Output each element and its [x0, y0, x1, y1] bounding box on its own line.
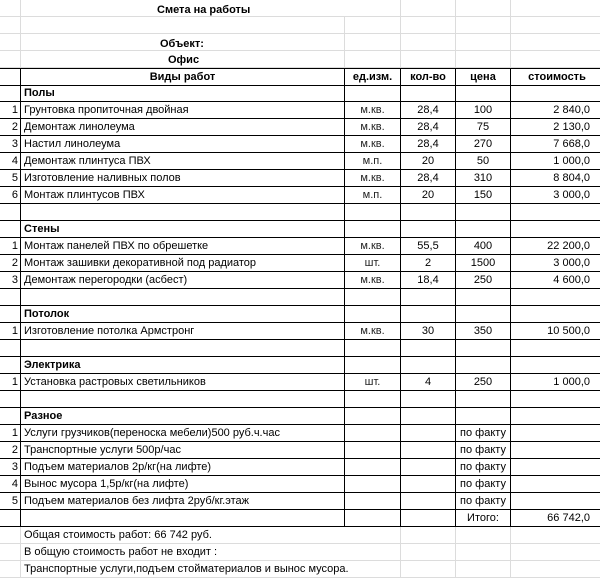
row-number[interactable]: 3	[0, 272, 21, 289]
qty-cell[interactable]: 18,4	[401, 272, 456, 289]
cell[interactable]	[511, 221, 600, 238]
unit-cell[interactable]	[345, 442, 401, 459]
cell[interactable]	[345, 391, 401, 408]
total-value[interactable]: 66 742,0	[511, 510, 600, 527]
unit-cell[interactable]: шт.	[345, 374, 401, 391]
price-cell[interactable]: 250	[456, 374, 511, 391]
sheet-title: Смета на работы	[157, 4, 251, 16]
cost-cell[interactable]: 1 000,0	[511, 374, 600, 391]
price-cell[interactable]: 50	[456, 153, 511, 170]
price-cell[interactable]: 100	[456, 102, 511, 119]
cell[interactable]	[511, 85, 600, 102]
row-number[interactable]: 2	[0, 255, 21, 272]
row-number[interactable]: 1	[0, 374, 21, 391]
cost-cell[interactable]	[511, 493, 600, 510]
cell[interactable]	[21, 510, 345, 527]
cell[interactable]	[511, 340, 600, 357]
notes-row	[0, 527, 600, 544]
header-cell-price[interactable]: цена	[456, 69, 511, 86]
work-name[interactable]: Настил линолеума	[21, 136, 345, 153]
cell[interactable]	[456, 0, 511, 17]
cell[interactable]	[0, 34, 21, 51]
qty-cell[interactable]: 4	[401, 374, 456, 391]
row-number[interactable]: 3	[0, 136, 21, 153]
grid-row-object	[0, 34, 600, 51]
qty-cell[interactable]	[401, 442, 456, 459]
work-name[interactable]: Монтаж зашивки декоративной под радиатор	[21, 255, 345, 272]
cell[interactable]	[345, 527, 401, 544]
unit-cell[interactable]: м.кв.	[345, 170, 401, 187]
row-number[interactable]: 4	[0, 476, 21, 493]
cell[interactable]	[401, 204, 456, 221]
cell[interactable]	[401, 340, 456, 357]
cost-cell[interactable]: 4 600,0	[511, 272, 600, 289]
cell[interactable]	[0, 51, 21, 68]
work-name[interactable]: Монтаж плинтусов ПВХ	[21, 187, 345, 204]
cell[interactable]	[511, 289, 600, 306]
cell[interactable]	[456, 85, 511, 102]
row-number[interactable]: 3	[0, 459, 21, 476]
cell[interactable]	[0, 408, 21, 425]
cell[interactable]	[456, 561, 511, 578]
cell[interactable]	[401, 408, 456, 425]
cell[interactable]	[511, 527, 600, 544]
cell[interactable]	[345, 357, 401, 374]
cell[interactable]	[21, 289, 345, 306]
header-cell-work-type[interactable]: Виды работ	[21, 69, 345, 86]
cell[interactable]	[0, 544, 21, 561]
cell[interactable]	[401, 51, 456, 68]
table-row	[0, 476, 600, 493]
section-header-row	[0, 221, 600, 238]
unit-cell[interactable]: м.кв.	[345, 272, 401, 289]
qty-cell[interactable]: 20	[401, 153, 456, 170]
cell[interactable]	[345, 221, 401, 238]
row-number[interactable]: 2	[0, 119, 21, 136]
qty-cell[interactable]: 28,4	[401, 102, 456, 119]
cell[interactable]	[511, 544, 600, 561]
cell[interactable]	[21, 17, 345, 34]
cell[interactable]	[0, 357, 21, 374]
cell[interactable]	[345, 306, 401, 323]
row-number[interactable]: 2	[0, 442, 21, 459]
unit-cell[interactable]: м.кв.	[345, 102, 401, 119]
price-cell[interactable]: по факту	[456, 476, 511, 493]
price-cell[interactable]: по факту	[456, 459, 511, 476]
table-row	[0, 493, 600, 510]
cell[interactable]	[401, 391, 456, 408]
work-name[interactable]: Монтаж панелей ПВХ по обрешетке	[21, 238, 345, 255]
cell[interactable]	[345, 340, 401, 357]
cell[interactable]	[21, 204, 345, 221]
cell[interactable]	[401, 510, 456, 527]
row-number[interactable]: 5	[0, 493, 21, 510]
grid-row-empty	[0, 17, 600, 34]
table-row	[0, 153, 600, 170]
cell[interactable]	[345, 204, 401, 221]
cell[interactable]	[0, 340, 21, 357]
cell[interactable]	[345, 510, 401, 527]
work-name[interactable]: Демонтаж плинтуса ПВХ	[21, 153, 345, 170]
header-cell-cost[interactable]: стоимость	[511, 69, 600, 86]
cell[interactable]	[401, 357, 456, 374]
cell[interactable]	[0, 289, 21, 306]
cell[interactable]	[456, 357, 511, 374]
cost-cell[interactable]: 3 000,0	[511, 255, 600, 272]
section-header-row	[0, 306, 600, 323]
cell[interactable]	[456, 527, 511, 544]
cell[interactable]	[401, 527, 456, 544]
cell[interactable]	[345, 408, 401, 425]
unit-cell[interactable]: м.п.	[345, 187, 401, 204]
cell[interactable]	[0, 510, 21, 527]
cell[interactable]	[511, 391, 600, 408]
cell[interactable]	[0, 204, 21, 221]
cost-cell[interactable]: 22 200,0	[511, 238, 600, 255]
cell[interactable]	[511, 306, 600, 323]
table-row	[0, 136, 600, 153]
unit-cell[interactable]	[345, 476, 401, 493]
section-title[interactable]: Стены	[21, 221, 345, 238]
section-title[interactable]: Разное	[21, 408, 345, 425]
notes-row	[0, 544, 600, 561]
cell[interactable]	[345, 561, 401, 578]
unit-cell[interactable]: м.кв.	[345, 119, 401, 136]
price-cell[interactable]: 150	[456, 187, 511, 204]
unit-cell[interactable]	[345, 493, 401, 510]
cell[interactable]	[456, 340, 511, 357]
row-number[interactable]: 1	[0, 102, 21, 119]
qty-cell[interactable]	[401, 493, 456, 510]
qty-cell[interactable]	[401, 425, 456, 442]
cell[interactable]	[401, 561, 456, 578]
work-name[interactable]: Вынос мусора 1,5р/кг(на лифте)	[21, 476, 345, 493]
row-number[interactable]: 1	[0, 238, 21, 255]
cell[interactable]	[21, 340, 345, 357]
work-name[interactable]: Установка растровых светильников	[21, 374, 345, 391]
cell[interactable]	[0, 221, 21, 238]
cell[interactable]	[456, 34, 511, 51]
cell[interactable]	[0, 527, 21, 544]
table-header-row	[0, 68, 600, 86]
work-name[interactable]: Подъем материалов без лифта 2руб/кг.этаж	[21, 493, 345, 510]
unit-cell[interactable]: м.кв.	[345, 238, 401, 255]
table-row	[0, 323, 600, 340]
cell[interactable]	[456, 204, 511, 221]
cell[interactable]	[0, 561, 21, 578]
table-row	[0, 425, 600, 442]
unit-cell[interactable]: м.кв.	[345, 136, 401, 153]
cell[interactable]	[0, 306, 21, 323]
price-cell[interactable]: по факту	[456, 493, 511, 510]
table-row	[0, 102, 600, 119]
cell[interactable]	[511, 357, 600, 374]
cost-cell[interactable]	[511, 476, 600, 493]
cell[interactable]	[0, 17, 21, 34]
work-name[interactable]: Услуги грузчиков(переноска мебели)500 руб.ч.час	[21, 425, 345, 442]
unit-cell[interactable]	[345, 425, 401, 442]
cost-cell[interactable]: 1 000,0	[511, 153, 600, 170]
work-name[interactable]: Транспортные услуги 500р/час	[21, 442, 345, 459]
table-row	[0, 238, 600, 255]
section-header-row	[0, 85, 600, 102]
header-cell-number[interactable]	[0, 69, 21, 86]
unit-cell[interactable]: шт.	[345, 255, 401, 272]
cell[interactable]	[0, 391, 21, 408]
cell[interactable]	[456, 306, 511, 323]
table-row	[0, 119, 600, 136]
price-cell[interactable]: по факту	[456, 442, 511, 459]
cell[interactable]	[511, 561, 600, 578]
spacer-row	[0, 340, 600, 357]
cell[interactable]	[345, 85, 401, 102]
row-number[interactable]: 6	[0, 187, 21, 204]
notes-row	[0, 561, 600, 578]
cell[interactable]	[511, 408, 600, 425]
cost-cell[interactable]	[511, 459, 600, 476]
cell[interactable]	[345, 544, 401, 561]
cell[interactable]	[511, 0, 600, 17]
cell[interactable]	[456, 221, 511, 238]
table-row	[0, 170, 600, 187]
qty-cell[interactable]	[401, 459, 456, 476]
cell[interactable]	[456, 289, 511, 306]
section-title[interactable]: Полы	[21, 85, 345, 102]
cell[interactable]	[345, 17, 401, 34]
price-cell[interactable]: по факту	[456, 425, 511, 442]
cell[interactable]	[345, 289, 401, 306]
not-included-label: В общую стоимость работ не входит :	[24, 546, 218, 558]
table-row	[0, 187, 600, 204]
section-header-row	[0, 408, 600, 425]
price-cell[interactable]: 350	[456, 323, 511, 340]
cell[interactable]	[0, 85, 21, 102]
section-title[interactable]: Потолок	[21, 306, 345, 323]
table-row	[0, 442, 600, 459]
unit-cell[interactable]	[345, 459, 401, 476]
cell[interactable]	[511, 17, 600, 34]
cost-cell[interactable]	[511, 442, 600, 459]
cell[interactable]	[456, 544, 511, 561]
cell[interactable]	[21, 391, 345, 408]
cell[interactable]	[511, 51, 600, 68]
qty-cell[interactable]: 2	[401, 255, 456, 272]
qty-cell[interactable]	[401, 476, 456, 493]
cost-cell[interactable]: 8 804,0	[511, 170, 600, 187]
work-name[interactable]: Демонтаж перегородки (асбест)	[21, 272, 345, 289]
cell[interactable]	[456, 391, 511, 408]
total-row	[0, 510, 600, 527]
spacer-row	[0, 391, 600, 408]
qty-cell[interactable]: 30	[401, 323, 456, 340]
table-row	[0, 255, 600, 272]
row-number[interactable]: 1	[0, 323, 21, 340]
cost-cell[interactable]: 2 130,0	[511, 119, 600, 136]
row-number[interactable]: 4	[0, 153, 21, 170]
spacer-row	[0, 289, 600, 306]
section-title[interactable]: Электрика	[21, 357, 345, 374]
price-cell[interactable]: 400	[456, 238, 511, 255]
cell[interactable]	[0, 0, 21, 17]
qty-cell[interactable]: 28,4	[401, 136, 456, 153]
work-name[interactable]: Изготовление потолка Армстронг	[21, 323, 345, 340]
cell[interactable]	[401, 289, 456, 306]
cell[interactable]	[401, 17, 456, 34]
cell[interactable]	[345, 34, 401, 51]
row-number[interactable]: 1	[0, 425, 21, 442]
cell[interactable]	[511, 34, 600, 51]
total-label[interactable]: Итого:	[456, 510, 511, 527]
total-cost-note: Общая стоимость работ: 66 742 руб.	[24, 529, 212, 541]
price-cell[interactable]: 310	[456, 170, 511, 187]
cell[interactable]	[401, 544, 456, 561]
section-header-row	[0, 357, 600, 374]
qty-cell[interactable]: 28,4	[401, 119, 456, 136]
not-included-text: Транспортные услуги,подъем стойматериалов и вынос мусора.	[24, 563, 349, 575]
cost-cell[interactable]	[511, 425, 600, 442]
cell[interactable]	[456, 51, 511, 68]
price-cell[interactable]: 250	[456, 272, 511, 289]
qty-cell[interactable]: 20	[401, 187, 456, 204]
object-value: Офис	[168, 54, 200, 66]
cell[interactable]	[345, 0, 401, 17]
cell[interactable]	[456, 408, 511, 425]
cell[interactable]	[345, 51, 401, 68]
price-cell[interactable]: 270	[456, 136, 511, 153]
table-row	[0, 272, 600, 289]
cell[interactable]	[401, 34, 456, 51]
spacer-row	[0, 204, 600, 221]
work-name[interactable]: Демонтаж линолеума	[21, 119, 345, 136]
cost-cell[interactable]: 2 840,0	[511, 102, 600, 119]
header-cell-unit[interactable]: ед.изм.	[345, 69, 401, 86]
cell[interactable]	[401, 0, 456, 17]
row-number[interactable]: 5	[0, 170, 21, 187]
grid-row-office	[0, 51, 600, 68]
cost-cell[interactable]: 10 500,0	[511, 323, 600, 340]
work-name[interactable]: Грунтовка пропиточная двойная	[21, 102, 345, 119]
unit-cell[interactable]: м.кв.	[345, 323, 401, 340]
cell[interactable]	[511, 204, 600, 221]
unit-cell[interactable]: м.п.	[345, 153, 401, 170]
table-row	[0, 374, 600, 391]
table-row	[0, 459, 600, 476]
grid-row-title	[0, 0, 600, 17]
work-name[interactable]: Подъем материалов 2р/кг(на лифте)	[21, 459, 345, 476]
cost-cell[interactable]: 3 000,0	[511, 187, 600, 204]
price-cell[interactable]: 1500	[456, 255, 511, 272]
cost-cell[interactable]: 7 668,0	[511, 136, 600, 153]
cell[interactable]	[456, 17, 511, 34]
cell[interactable]	[401, 306, 456, 323]
object-label: Объект:	[160, 38, 204, 50]
qty-cell[interactable]: 55,5	[401, 238, 456, 255]
work-name[interactable]: Изготовление наливных полов	[21, 170, 345, 187]
qty-cell[interactable]: 28,4	[401, 170, 456, 187]
header-cell-qty[interactable]: кол-во	[401, 69, 456, 86]
cell[interactable]	[401, 221, 456, 238]
price-cell[interactable]: 75	[456, 119, 511, 136]
cell[interactable]	[401, 85, 456, 102]
